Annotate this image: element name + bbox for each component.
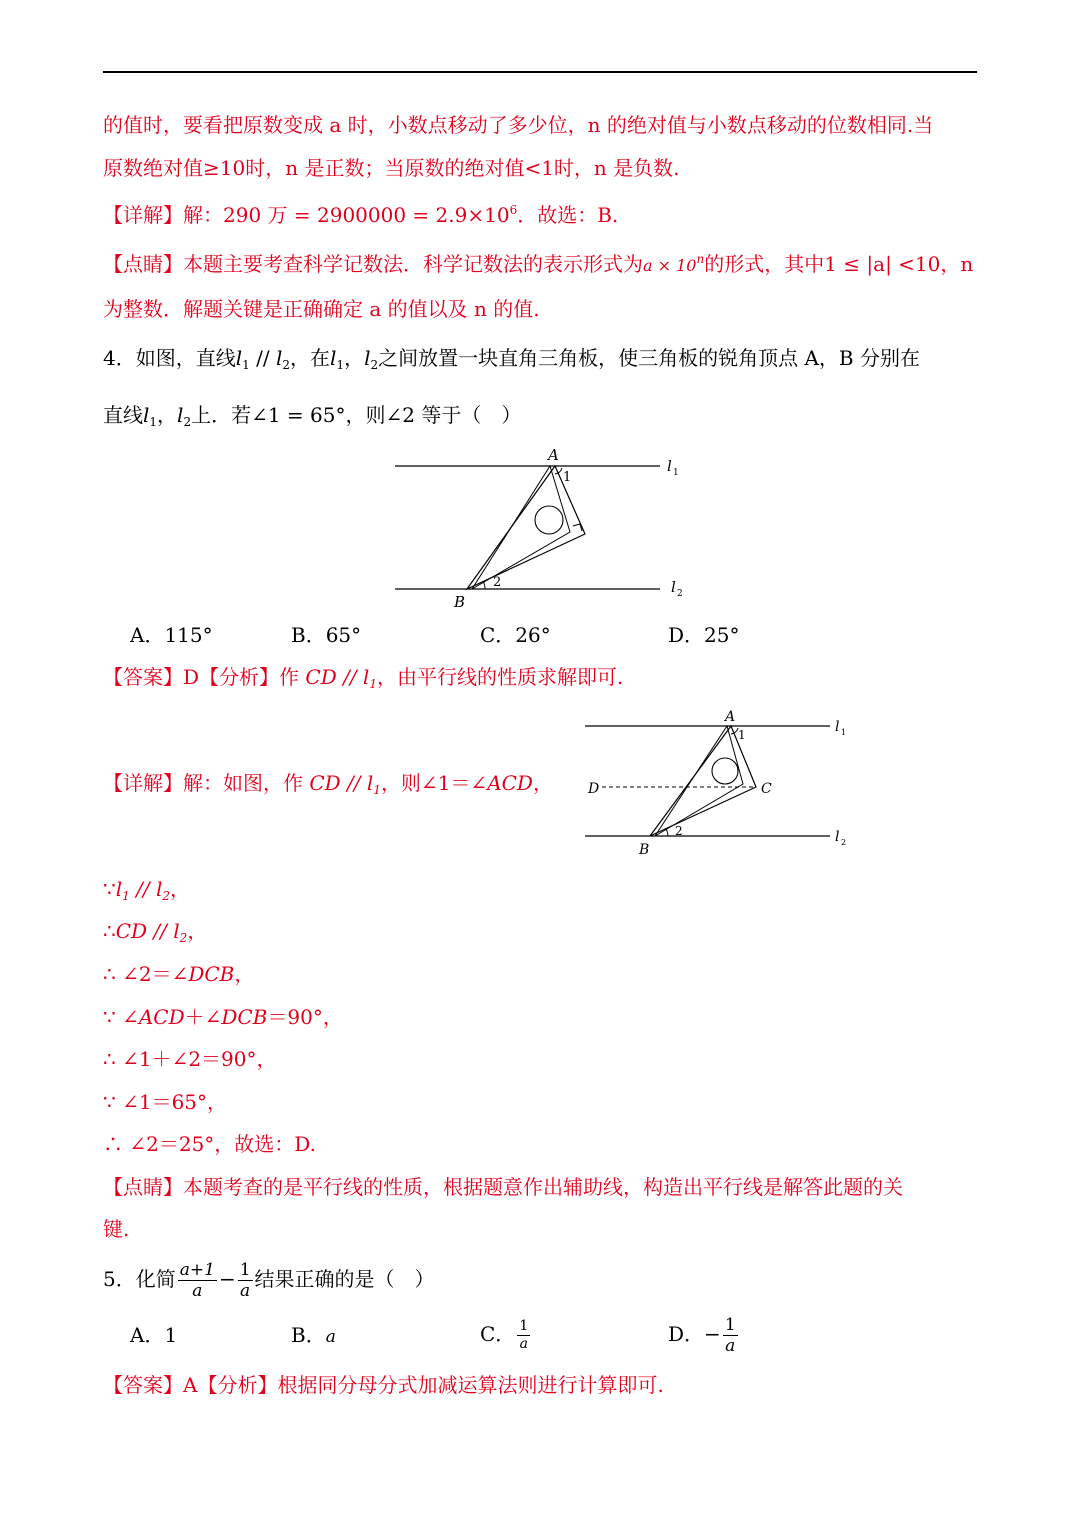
- option-c-fraction: [517, 1318, 530, 1353]
- q5-answer: [103, 1372, 664, 1398]
- minus-sign: −: [218, 1267, 236, 1291]
- comment-label: 【点睛】: [103, 252, 183, 276]
- option-d-fraction: [723, 1315, 738, 1356]
- sub: 1: [336, 358, 345, 372]
- answer-value: A: [183, 1373, 198, 1397]
- step-suffix: ，: [187, 919, 208, 943]
- option-d-sign: −: [704, 1322, 721, 1346]
- q4-comment-line-2: 键.: [103, 1217, 130, 1241]
- sub: 1: [149, 415, 158, 429]
- q4-option-a: A．115°: [130, 623, 213, 647]
- option-d-numerator: 1: [724, 1315, 736, 1335]
- fig-label-l2-sub: 2: [677, 589, 683, 599]
- analysis-label: 【分析】: [199, 665, 280, 689]
- prev-comment-line-1: [103, 246, 973, 279]
- sub: 1: [122, 889, 130, 903]
- prev-explanation-line-1: 的值时，要看把原数变成 a 时，小数点移动了多少位，n 的绝对值与小数点移动的位数相同.当: [103, 113, 934, 137]
- fig2-label-angle-2: 2: [675, 824, 683, 838]
- l2-symbol: l: [364, 346, 371, 370]
- q4-comment-line-1: [103, 1174, 903, 1200]
- detail-label: 【详解】: [103, 771, 183, 795]
- q5-option-c: [480, 1312, 532, 1356]
- l1-symbol: l: [143, 403, 150, 427]
- sci-notation-exp: n: [696, 252, 705, 266]
- step-6: ∵ ∠1＝65°，: [103, 1090, 228, 1114]
- q5-stem-a: 5．化简: [103, 1267, 176, 1291]
- comma: ，: [344, 346, 365, 370]
- analysis-label: 【分析】: [197, 1373, 278, 1397]
- prev-detail: [103, 197, 618, 228]
- q4-stem-line-2: [103, 402, 521, 435]
- q4-solution-figure: [580, 704, 860, 864]
- comment-text: 本题考查的是平行线的性质，根据题意作出辅助线，构造出平行线是解答此题的关: [183, 1175, 903, 1199]
- analysis-b: ，由平行线的性质求解即可.: [376, 665, 624, 689]
- fig2-label-l2-sub: 2: [841, 838, 847, 847]
- step-symbol: // l: [129, 877, 163, 901]
- q4-stem-line-1: [103, 345, 920, 378]
- analysis-text: 根据同分母分式加减运算法则进行计算即可.: [277, 1373, 664, 1397]
- sci-notation-form: a × 10: [643, 256, 697, 275]
- detail-exponent: 6: [509, 203, 518, 217]
- fraction-2: [238, 1260, 253, 1301]
- q4-answer: [103, 664, 623, 697]
- step-suffix: ，: [170, 877, 191, 901]
- step-suffix: ＝90°，: [267, 1005, 343, 1029]
- fig2-label-b: B: [639, 842, 650, 858]
- l1-symbol: l: [235, 346, 243, 370]
- fig-label-a: A: [548, 446, 559, 464]
- sub: 1: [369, 677, 377, 691]
- step-symbol: ACD: [138, 1005, 185, 1029]
- sub: 2: [370, 358, 379, 372]
- fig2-label-l1-sub: 1: [841, 728, 847, 737]
- q4-option-c: C．26°: [480, 623, 551, 647]
- q4-stem-a: 4．如图，直线: [103, 346, 236, 370]
- q5-stem-b: 结果正确的是（ ）: [254, 1267, 435, 1291]
- q4-stem-d: 直线: [103, 403, 143, 427]
- q4-stem-b: ，在: [290, 346, 331, 370]
- prev-comment-line-2: 为整数．解题关键是正确确定 a 的值以及 n 的值.: [103, 297, 540, 321]
- detail-a: 解：如图，作: [183, 771, 310, 795]
- comment-text-a: 本题主要考查科学记数法．科学记数法的表示形式为: [183, 252, 643, 276]
- comma: ，: [157, 403, 178, 427]
- comment-label: 【点睛】: [103, 1175, 183, 1199]
- q4-figure: [390, 444, 690, 614]
- sub: 1: [373, 783, 381, 797]
- option-c-denominator: a: [519, 1336, 528, 1352]
- header-rule: [103, 71, 977, 73]
- fraction-1-denominator: a: [192, 1281, 203, 1301]
- q4-detail: [103, 770, 553, 803]
- q4-stem-e: 上．若∠1 = 65°，则∠2 等于（ ）: [191, 403, 522, 427]
- step-5: ∴ ∠1＋∠2＝90°，: [103, 1047, 277, 1071]
- fraction-1: [178, 1260, 217, 1301]
- fig2-label-angle-1: 1: [738, 728, 746, 742]
- l2-symbol: l: [275, 346, 283, 370]
- step-3: [103, 961, 254, 987]
- sub: 2: [179, 931, 188, 945]
- detail-cd: CD // l: [309, 771, 374, 795]
- answer-label: 【答案】: [103, 1373, 183, 1397]
- step-symbol: CD // l: [115, 919, 180, 943]
- analysis-a: 作: [279, 665, 306, 689]
- step-symbol: DCB: [221, 1005, 268, 1029]
- option-d-label: D．: [668, 1322, 705, 1346]
- sub: 1: [242, 358, 250, 372]
- step-7: ∴ ∠2＝25°，故选：D.: [103, 1132, 316, 1156]
- step-prefix: ∵: [103, 877, 116, 901]
- option-b-label: B．: [291, 1323, 326, 1347]
- sub: 2: [282, 358, 291, 372]
- l1-symbol: l: [330, 346, 337, 370]
- option-c-numerator: 1: [519, 1318, 529, 1334]
- q5-option-a: A．1: [130, 1323, 178, 1347]
- step-symbol: l: [115, 877, 123, 901]
- prev-explanation-line-2: 原数绝对值≥10时，n 是正数；当原数的绝对值<1时，n 是负数.: [103, 156, 680, 180]
- fraction-2-denominator: a: [240, 1281, 251, 1301]
- detail-acd: ACD: [487, 771, 533, 795]
- q4-option-d: D．25°: [668, 623, 740, 647]
- q5-option-d: [668, 1312, 740, 1356]
- option-b-value: a: [325, 1327, 336, 1347]
- parallel-sign: //: [249, 346, 276, 370]
- fig2-label-d: D: [588, 781, 600, 797]
- step-prefix: ∴: [103, 919, 116, 943]
- answer-value: D: [183, 665, 200, 689]
- q4-option-b: B．65°: [291, 623, 362, 647]
- sub: 2: [183, 415, 192, 429]
- detail-b: ，则∠1＝∠: [380, 771, 488, 795]
- detail-tail: ．故选：B.: [517, 203, 619, 227]
- fig-label-l1: l: [667, 457, 672, 475]
- fig2-label-l2: l: [835, 829, 840, 845]
- fig2-label-a: A: [725, 709, 736, 725]
- analysis-cd: CD // l: [305, 665, 370, 689]
- step-2: [103, 918, 207, 951]
- answer-label: 【答案】: [103, 665, 183, 689]
- q5-option-b: [291, 1322, 336, 1350]
- step-1: [103, 876, 190, 909]
- option-c-label: C．: [480, 1322, 516, 1346]
- fig-label-angle-2: 2: [493, 575, 502, 590]
- fig2-label-l1: l: [835, 719, 840, 735]
- step-mid: ＋∠: [184, 1005, 222, 1029]
- fig2-label-c: C: [761, 781, 772, 797]
- step-4: [103, 1004, 343, 1030]
- fig-label-l2: l: [671, 578, 676, 596]
- q5-stem: [103, 1257, 435, 1301]
- step-prefix: ∵ ∠: [103, 1005, 139, 1029]
- option-d-denominator: a: [725, 1336, 736, 1356]
- detail-text: 解：290 万 = 2900000 = 2.9×10: [183, 203, 510, 227]
- sub: 2: [162, 889, 171, 903]
- detail-c: ，: [532, 771, 553, 795]
- step-symbol: DCB: [188, 962, 235, 986]
- fig-label-l1-sub: 1: [673, 468, 679, 478]
- fraction-1-numerator: a+1: [179, 1260, 215, 1280]
- q4-stem-c: 之间放置一块直角三角板，使三角板的锐角顶点 A，B 分别在: [378, 346, 920, 370]
- l2-symbol: l: [177, 403, 184, 427]
- detail-label: 【详解】: [103, 203, 183, 227]
- fig-label-angle-1: 1: [563, 470, 572, 485]
- comment-text-b: 的形式，其中1 ≤ |a| <10，n: [704, 252, 974, 276]
- fraction-2-numerator: 1: [239, 1260, 251, 1280]
- step-prefix: ∴ ∠2＝∠: [103, 962, 189, 986]
- step-suffix: ，: [234, 962, 255, 986]
- fig-label-b: B: [454, 593, 466, 611]
